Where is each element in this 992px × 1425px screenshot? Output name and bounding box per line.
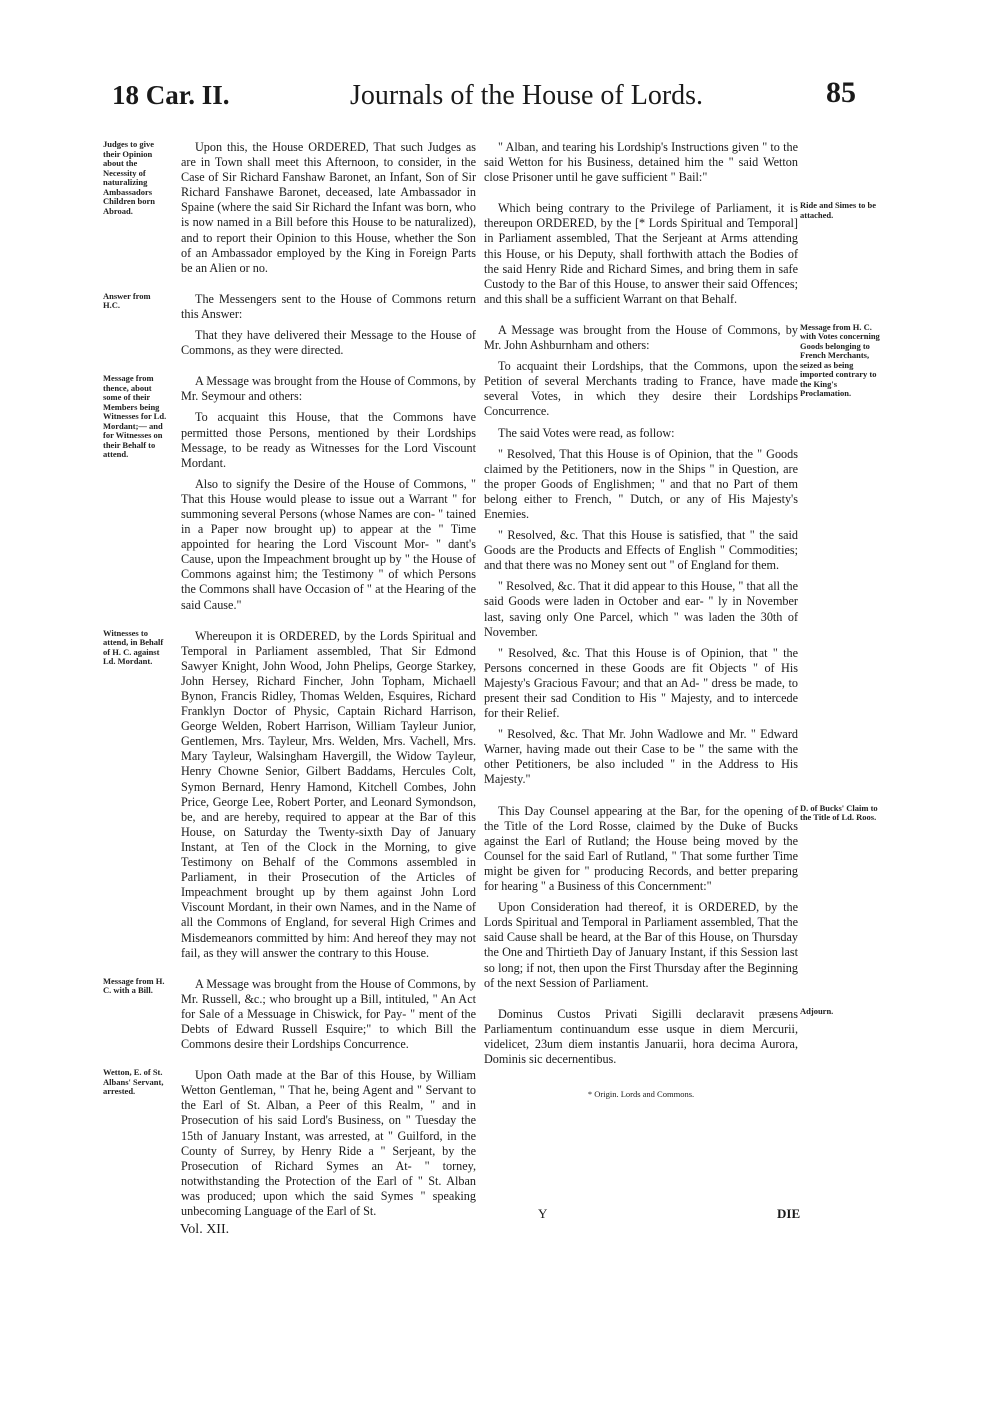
paragraph: " Resolved, &c. That it did appear to this House, " that all the said Goods were laden in October and ear- " ly in November last, saving only One Parcel, which " was laden the 30th of November. [484, 579, 798, 639]
paragraph: " Resolved, That this House is of Opinion, that the " Goods claimed by the Petitioners, now in the Ships " in Question, are the proper Goods of Englishmen; " and that no Part of them belong either to French, " Dutch, or any of His Majesty's Enemies. [484, 446, 798, 521]
paragraph: The said Votes were read, as follow: [498, 425, 675, 440]
paragraph: " Alban, and tearing his Lordship's Instructions given " to the said Wetton for his Business, detained him the " said Wetton close Prisoner until he gave sufficient " Bail:" [484, 140, 798, 185]
paragraph: A Message was brought from the House of Commons, by Mr. Russell, &c.; who brought up a Bill, intituled, " An Act for Sale of a Messuage in Chiswick, for Pay- " ment of the Debts of Edward Russell Esquire;" to which Bill the Commons desire their Lordships Concurrence. [181, 976, 476, 1052]
journal-entry [484, 140, 884, 201]
page-number: 85 [826, 76, 856, 109]
paragraph: Also to signify the Desire of the House of Commons, " That this House would please to issue out a Warrant " for summoning several Persons (whose Names are con- " tained in a Paper now brought up) to appear at the " Time appointed for hearing the Lord Viscount Mor- " dant's Cause, upon the Impeachment brought up by " the House of Commons against him; the Testimony " of which Persons the Commons shall have Occasion of " at the Hearing of the said Cause." [181, 476, 476, 612]
paragraph: This Day Counsel appearing at the Bar, for the opening of the Title of the Lord Rosse, claimed by the Duke of Bucks against the Earl of Rutland; the House being moved by the Counsel for the said Earl of Rutland, " That some further Time might be given for " producing Records, and better preparing for hearing " a Business of this Concernment:" [484, 803, 798, 894]
paragraph: That they have delivered their Message to the House of Commons, as they were directed. [181, 328, 476, 358]
volume-label: Vol. XII. [180, 1222, 230, 1237]
paragraph: A Message was brought from the House of Commons, by Mr. Seymour and others: [181, 374, 476, 404]
paragraph: Upon Consideration had thereof, it is ORDERED, by the Lords Spiritual and Temporal in Parliament assembled, That the said Cause shall be heard, at the Bar of this House, on Thursday the One and Thirtieth Day of January Instant, if this Session last so long; if not, then upon the First Thursday after the Beginning of the next Session of Parliament. [484, 900, 798, 990]
paragraph: Dominus Custos Privati Sigilli declaravit præsens Parliamentum continuandum esse usque in diem Mercurii, videlicet, 23um diem instantis Januarii, hora decima Aurora, Dominis sic decernentibus. [484, 1006, 798, 1066]
signature-mark: Y [538, 1206, 548, 1221]
journal-entry [484, 201, 884, 323]
paragraph: " Resolved, &c. That this House is satisfied, that " the said Goods are the Products and Effects of English " Commodities; and that there was no Money sent out " of England for them. [484, 528, 798, 573]
margin-note: Message from thence, about some of their Members being Witnesses for Ld. Mordant;— and for Witnesses on their Behalf to attend. [103, 373, 167, 460]
paragraph: To acquaint their Lordships, that the Commons, upon the Petition of several Merchants trading to France, have made several Votes, in which they desire their Lordships Concurrence. [484, 359, 798, 419]
journal-entry [103, 374, 476, 628]
paragraph: " Resolved, &c. That this House is of Opinion, that " the Persons concerned in these Goods are fit Objects " of His Majesty's Gracious Favour; and that an Ad- " dress be made, to present their sad Condition to His " Majesty, and to intercede for their Relief. [484, 645, 798, 721]
margin-note: Message from H. C. with a Bill. [103, 975, 165, 996]
journal-entry [484, 804, 884, 1007]
journal-entry [484, 323, 884, 804]
paragraph: Upon Oath made at the Bar of this House, by William Wetton Gentleman, " That he, being Agent and " Servant to the Earl of St. Alban, a Peer of this Realm, " and in Prosecution of his said Lord's Business, on " Tuesday the 15th of January Instant, was arrested, at " Guilford, in the County of Surrey, by Henry Ride a " Serjeant, by the Prosecution of Richard Symes an At- " torney, notwithstanding the Protection of the Earl of " St. Alban was produced; upon which the said Symes " speaking unbecoming Language of the Earl of St. [181, 1068, 476, 1218]
paragraph: Which being contrary to the Privilege of Parliament, it is thereupon ORDERED, by the [* Lords Spiritual and Temporal] in Parliament assembled, That the Serjeant at Arms attending this House, or his Deputy, shall forthwith attach the Bodies of the said Henry Ride and Richard Simes, and bring them in safe Custody to the Bar of this House, to answer their said Offences; and this shall be a sufficient Warrant on that Behalf. [484, 201, 798, 306]
journal-entry [103, 292, 476, 374]
paragraph: A Message was brought from the House of Commons, by Mr. John Ashburnham and others: [484, 322, 798, 353]
journal-entry [103, 1068, 476, 1235]
paragraph: Whereupon it is ORDERED, by the Lords Spiritual and Temporal in Parliament assembled, That Sir Edmond Sawyer Knight, John Wood, John Phelips, George Starkey, John Hersey, Richard Fincher, John Topham, Michaell Bynon, Francis Ridley, Thomas Welden, Esquires, Richard Franklyn Doctor of Physic, Captain Richard Harrison, George Welden, Robert Harrison, William Tayleur Junior, Gentlemen, Mrs. Tayleur, Mrs. Welden, Mrs. Vachell, Mrs. Mary Tayleur, Walsingham Havergill, the Widow Tayleur, Henry Chowne Senior, Gilbert Baddams, Hercules Colt, Symon Bernard, Henry Hamond, Kitchell Combes, John Price, George Lee, Robert Porter, and Leonard Symondson, be, and are hereby, required to appear at the Bar of this House, on Saturday the Twenty-sixth Day of January Instant, at Ten of the Clock in the Morning, to give Testimony on Behalf of the Commons assembled in Parliament, in their Prosecution of the Articles of Impeachment brought up by them against John Lord Viscount Mordant, in their own Names, and in the Name of all the Commons of England, for several High Crimes and Misdemeanors committed by him: And hereof they may not fail, as they will answer the contrary to this House. [181, 628, 476, 960]
journal-entry [103, 629, 476, 977]
left-column [103, 140, 476, 1235]
margin-note: Witnesses to attend, in Behalf of H. C. against Ld. Mordant. [103, 627, 164, 667]
journal-entry [103, 140, 476, 292]
paragraph: To acquaint this House, that the Commons have permitted those Persons, mentioned by their Lordships Message, to be ready as Witnesses for the Lord Viscount Mordant. [181, 410, 476, 470]
journal-entry [484, 1007, 884, 1083]
right-column [484, 140, 884, 1099]
margin-note: Wetton, E. of St. Albans' Servant, arrested. [103, 1067, 164, 1097]
paragraph: The Messengers sent to the House of Commons return this Answer: [181, 291, 476, 321]
header-session: 18 Car. II. [112, 80, 230, 110]
catchword: DIE [777, 1206, 801, 1221]
journal-entry [103, 977, 476, 1068]
margin-note: D. of Bucks' Claim to the Title of Ld. Roos. [800, 802, 878, 823]
paragraph: Upon this, the House ORDERED, That such Judges as are in Town shall meet this Afternoon, to consider, in the Case of Sir Richard Fanshaw Baronet, an Infant, Son of Sir Richard Fanshawe Baronet, deceased, late Ambassador in Spaine (where the said Sir Richard the Infant was born, who is now named in a Bill before this House to be naturalized), and to report their Opinion to this House, whether the Son of an Ambassador employed by the King in Foreign Parts be an Alien or no. [181, 140, 476, 275]
margin-note: Ride and Simes to be attached. [800, 200, 877, 220]
footnote: * Origin. Lords and Commons. [587, 1089, 695, 1100]
margin-note: Message from H. C. with Votes concerning Goods belonging to French Merchants, seized as being imported contrary to the King's Proclamation. [800, 321, 880, 399]
margin-note: Answer from H.C. [103, 290, 151, 311]
header-title: Journals of the House of Lords. [350, 80, 704, 111]
paragraph: " Resolved, &c. That Mr. John Wadlowe and Mr. " Edward Warner, having made out their Case to be " the same with the other Petitioners, be also included " in the Address to His Majesty." [484, 727, 798, 787]
margin-note: Judges to give their Opinion about the Necessity of naturalizing Ambassadors Children born Abroad. [103, 139, 156, 216]
margin-note: Adjourn. [800, 1005, 834, 1016]
